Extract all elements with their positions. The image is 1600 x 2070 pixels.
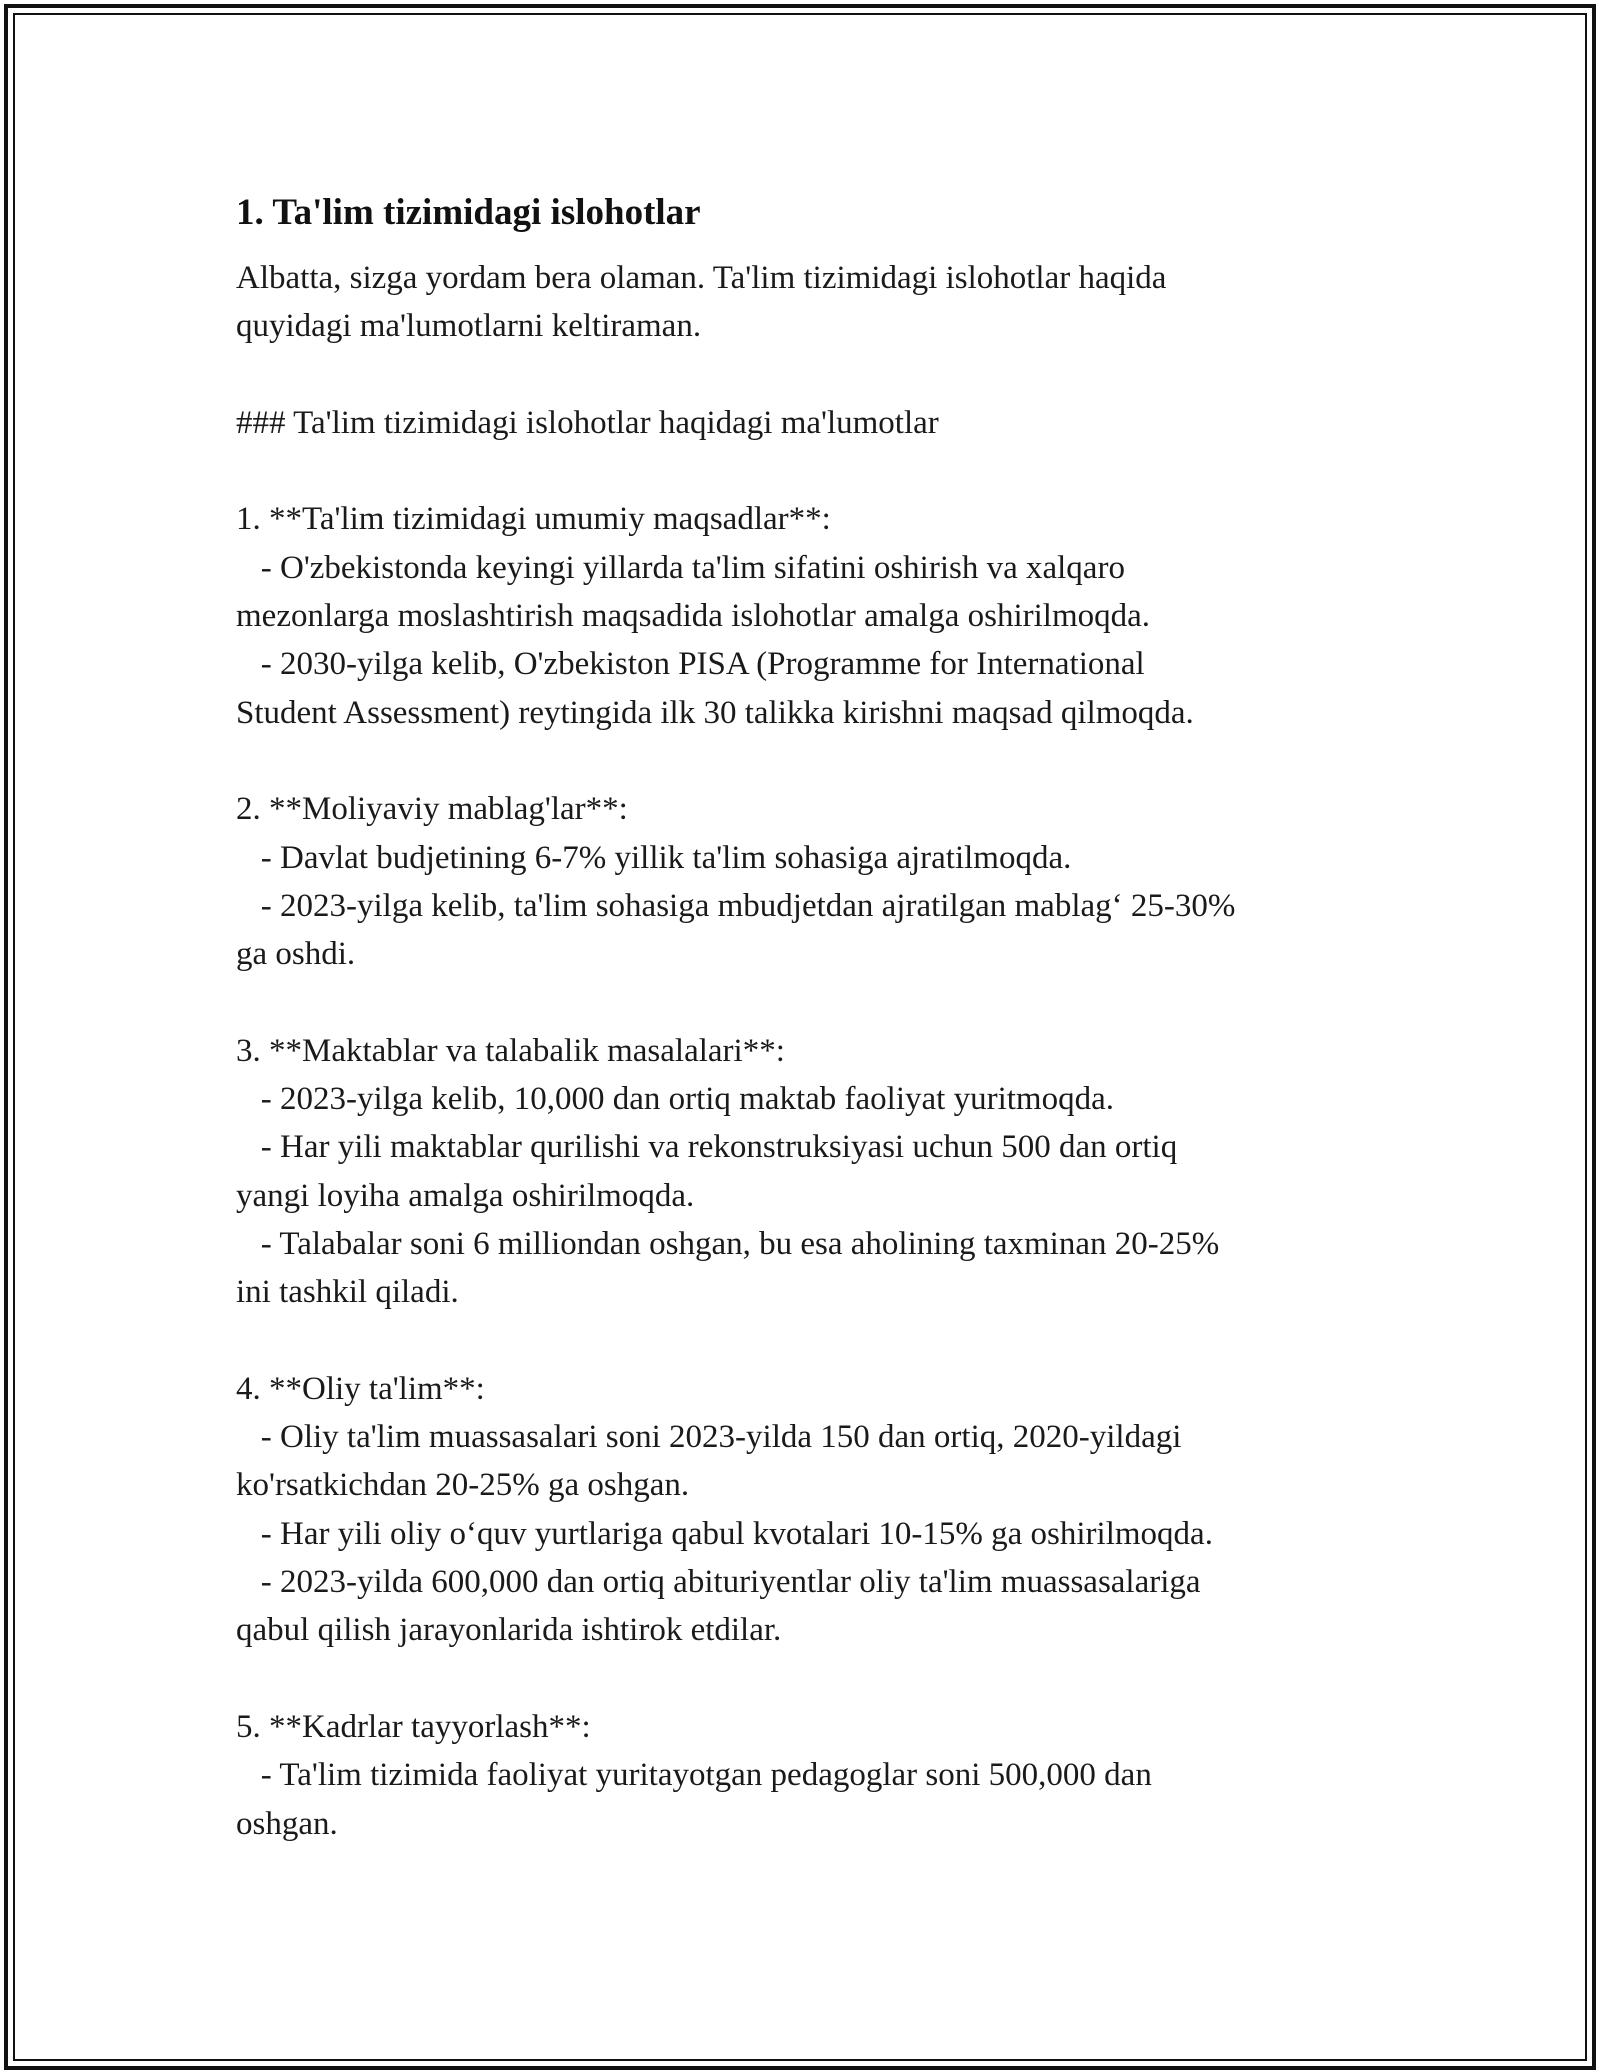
document-title: 1. Ta'lim tizimidagi islohotlar [236, 192, 701, 233]
document-content [236, 186, 1376, 1848]
document-body: Albatta, sizga yordam bera olaman. Ta'lim tizimidagi islohotlar haqida quyidagi ma'lumotlarni keltiraman. ### Ta'lim tizimidagi islohotlar haqidagi ma'lumotlar 1. **Ta'lim tizimidagi umumiy maqsadlar**: - O'zbekistonda keyingi yillarda ta'lim sifatini oshirish va xalqaro mezonlarga moslashtirish maqsadida islohotlar amalga oshirilmoqda. - 2030-yilga kelib, O'zbekiston PISA (Programme for International Student Assessment) reytingida ilk 30 talikka kirishni maqsad qilmoqda. 2. **Moliyaviy mablag'lar**: - Davlat budjetining 6-7% yillik ta'lim sohasiga ajratilmoqda. - 2023-yilga kelib, ta'lim sohasiga mbudjetdan ajratilgan mablag‘ 25-30% ga oshdi. 3. **Maktablar va talabalik masalalari**: - 2023-yilga kelib, 10,000 dan ortiq maktab faoliyat yuritmoqda. - Har yili maktablar qurilishi va rekonstruksiyasi uchun 500 dan ortiq yangi loyiha amalga oshirilmoqda. - Talabalar soni 6 milliondan oshgan, bu esa aholining taxminan 20-25% ini tashkil qiladi. 4. **Oliy ta'lim**: - Oliy ta'lim muassasalari soni 2023-yilda 150 dan ortiq, 2020-yildagi ko'rsatkichdan 20-25% ga oshgan. - Har yili oliy o‘quv yurtlariga qabul kvotalari 10-15% ga oshirilmoqda. - 2023-yilda 600,000 dan ortiq abituriyentlar oliy ta'lim muassasalariga qabul qilish jarayonlarida ishtirok etdilar. 5. **Kadrlar tayyorlash**: - Ta'lim tizimida faoliyat yuritayotgan pedagoglar soni 500,000 dan oshgan. [236, 260, 1236, 1842]
